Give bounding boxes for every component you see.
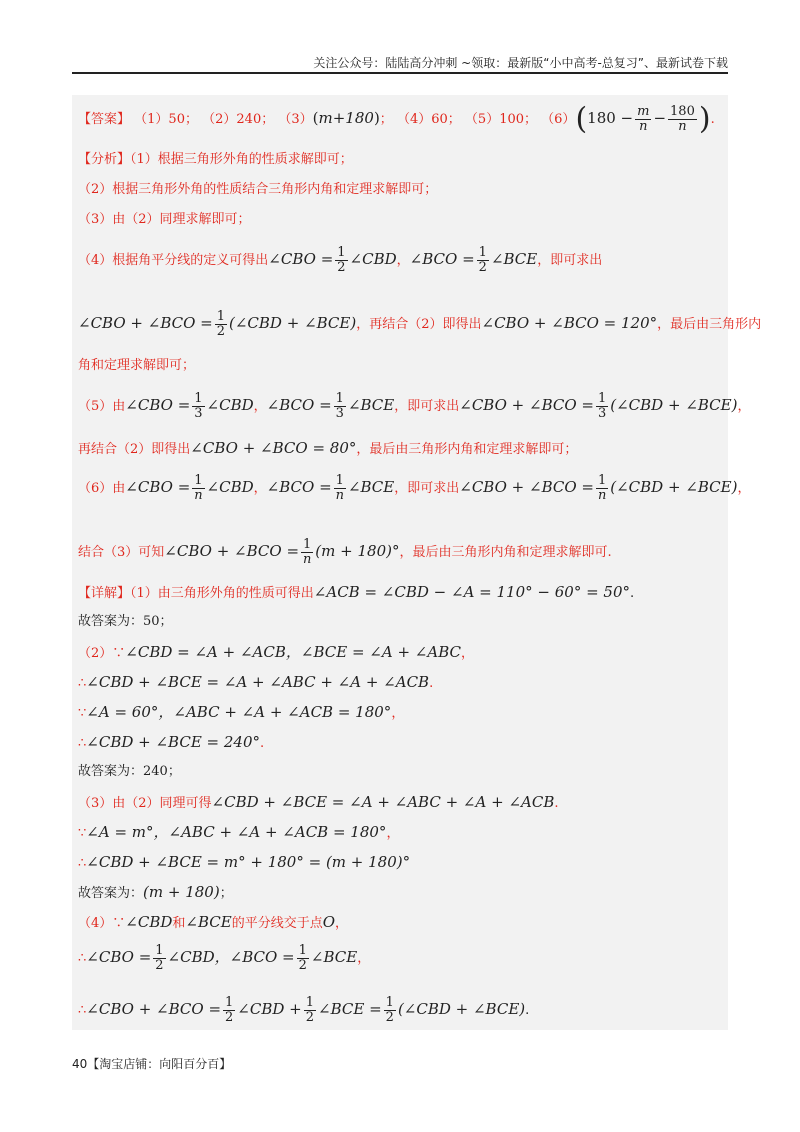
detail-line-7: 故答案为：240；	[78, 764, 181, 779]
fraction-half: $\frac{1}{2}$	[298, 943, 307, 973]
fraction-one-over-n: $\frac{1}{n}$	[335, 473, 344, 503]
fraction-half: $\frac{1}{2}$	[478, 245, 487, 275]
analysis-line-10: 结合（3）可知∠CBO + ∠BCO = $\frac{1}{n}$ (m + 180)°，最后由三角形内角和定理求解即可.	[78, 537, 612, 567]
header-divider	[72, 72, 728, 74]
detail-line-6: ∴∠CBD + ∠BCE = 240°.	[78, 733, 265, 751]
detail-line-8: （3）由（2）同理可得∠CBD + ∠BCE = ∠A + ∠ABC + ∠A + ∠ACB.	[78, 793, 559, 811]
fraction-half: $\frac{1}{2}$	[337, 245, 346, 275]
detail-line-12: （4）∵∠CBD和∠BCE的平分线交于点O，	[78, 913, 349, 931]
analysis-line-8: 再结合（2）即得出∠CBO + ∠BCO = 80°，最后由三角形内角和定理求解即可；	[78, 439, 578, 457]
fraction-one-over-n: $\frac{1}{n}$	[194, 473, 203, 503]
analysis-line-6: 角和定理求解即可；	[78, 358, 196, 373]
fraction-third: $\frac{1}{3}$	[194, 391, 203, 421]
detail-line-4: ∴∠CBD + ∠BCE = ∠A + ∠ABC + ∠A + ∠ACB.	[78, 673, 434, 691]
analysis-line-3: （3）由（2）同理求解即可；	[78, 212, 251, 227]
detail-line-13: ∴∠CBO = $\frac{1}{2}$ ∠CBD，∠BCO = $\frac{1}{2}$ ∠BCE，	[78, 943, 371, 973]
answer-part-3-expr: m+180	[318, 109, 374, 127]
answer-line: 【答案】 （1）50； （2）240； （3）(m+180)； （4）60； （5）100； （6）(180 − $\frac{m}{n}$ − $\frac{180}{n}$ ).	[78, 101, 715, 137]
answer-part-1: （1）50；	[134, 112, 198, 127]
analysis-line-2: （2）根据三角形外角的性质结合三角形内角和定理求解即可；	[78, 182, 438, 197]
fraction-one-over-n: $\frac{1}{n}$	[597, 473, 607, 503]
fraction-half: $\frac{1}{2}$	[216, 309, 226, 339]
detail-line-1: 【详解】（1）由三角形外角的性质可得出∠ACB = ∠CBD − ∠A = 110° − 60° = 50°.	[78, 583, 635, 601]
analysis-tag: 【分析】	[78, 152, 131, 167]
answer-tag: 【答案】	[78, 112, 131, 127]
analysis-line-7: （5）由∠CBO = $\frac{1}{3}$ ∠CBD，∠BCO = $\frac{1}{3}$ ∠BCE，即可求出∠CBO + ∠BCO = $\frac{1}{3}$ (∠CBD + ∠BCE)，	[78, 391, 751, 421]
detail-line-14: ∴∠CBO + ∠BCO = $\frac{1}{2}$ ∠CBD + $\frac{1}{2}$ ∠BCE = $\frac{1}{2}$ (∠CBD + ∠BCE).	[78, 995, 530, 1025]
detail-line-5: ∵∠A = 60°，∠ABC + ∠A + ∠ACB = 180°，	[78, 703, 405, 721]
analysis-line-1: 【分析】（1）根据三角形外角的性质求解即可；	[78, 152, 353, 167]
shop-name: 【淘宝店铺：向阳百分百】	[87, 1057, 232, 1071]
page-footer	[72, 1055, 231, 1072]
fraction-third: $\frac{1}{3}$	[335, 391, 344, 421]
fraction-half: $\frac{1}{2}$	[305, 995, 315, 1025]
answer-part-2: （2）240；	[202, 112, 275, 127]
analysis-line-9: （6）由∠CBO = $\frac{1}{n}$ ∠CBD，∠BCO = $\frac{1}{n}$ ∠BCE，即可求出∠CBO + ∠BCO = $\frac{1}{n}$ (∠CBD + ∠BCE)，	[78, 473, 751, 503]
detail-line-9: ∵∠A = m°，∠ABC + ∠A + ∠ACB = 180°，	[78, 823, 400, 841]
detail-tag: 【详解】	[78, 586, 131, 601]
analysis-line-4: （4）根据角平分线的定义可得出∠CBO = $\frac{1}{2}$ ∠CBD，∠BCO = $\frac{1}{2}$ ∠BCE，即可求出	[78, 245, 603, 275]
detail-line-11: 故答案为：(m + 180)；	[78, 883, 233, 901]
answer-part-3: （3）	[278, 112, 313, 127]
fraction-half: $\frac{1}{2}$	[385, 995, 394, 1025]
fraction-180-over-n: $\frac{180}{n}$	[670, 104, 695, 134]
fraction-third: $\frac{1}{3}$	[597, 391, 607, 421]
solution-panel	[72, 95, 762, 1030]
page-number: 40	[72, 1057, 88, 1071]
fraction-half: $\frac{1}{2}$	[225, 995, 234, 1025]
answer-part-5: （5）100；	[464, 112, 538, 127]
detail-line-2: 故答案为：50；	[78, 614, 173, 629]
answer-part-6: （6）	[541, 112, 576, 127]
analysis-line-5: ∠CBO + ∠BCO = $\frac{1}{2}$ (∠CBD + ∠BCE)，再结合（2）即得出∠CBO + ∠BCO = 120°，最后由三角形内	[78, 309, 762, 339]
detail-line-10: ∴∠CBD + ∠BCE = m° + 180° = (m + 180)°	[78, 853, 411, 871]
detail-line-3: （2）∵∠CBD = ∠A + ∠ACB，∠BCE = ∠A + ∠ABC，	[78, 643, 474, 661]
fraction-m-over-n: $\frac{m}{n}$	[637, 104, 650, 134]
fraction-one-over-n: $\frac{1}{n}$	[302, 537, 312, 567]
answer-part-4: （4）60；	[396, 112, 461, 127]
fraction-half: $\frac{1}{2}$	[155, 943, 164, 973]
page-header: 关注公众号：陆陆高分冲刺 ~领取：最新版“小中高考-总复习”、最新试卷下载	[313, 56, 728, 70]
